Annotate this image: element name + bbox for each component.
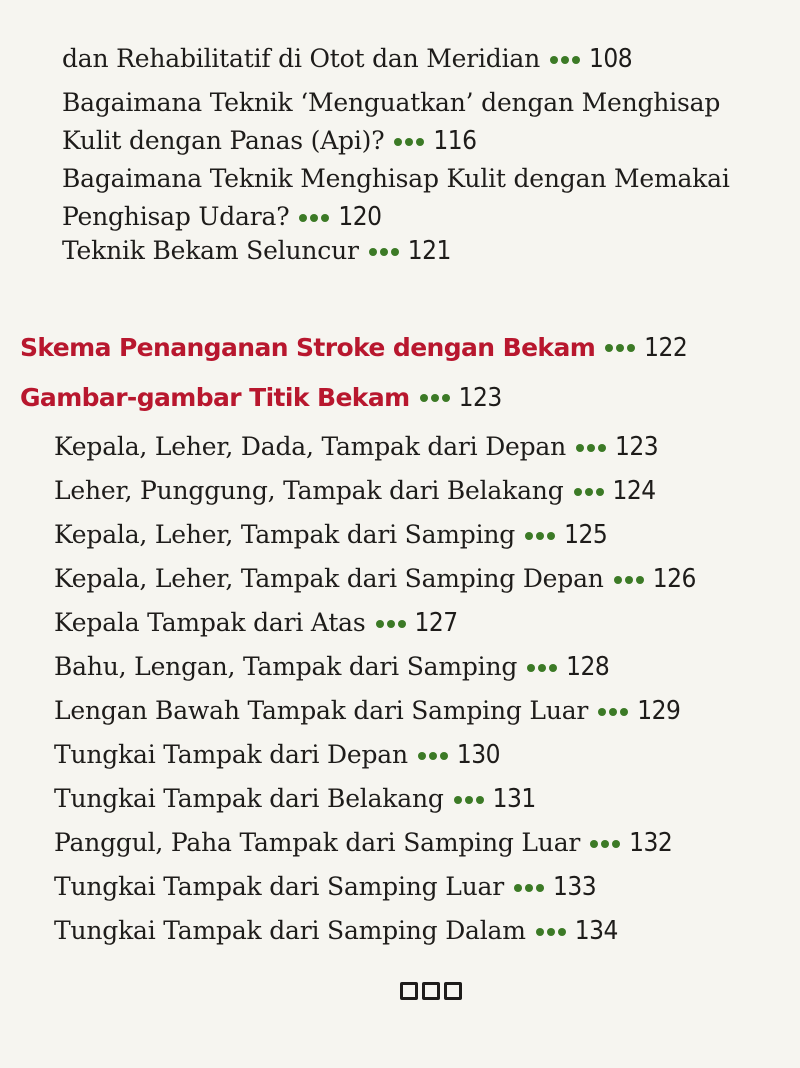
leader-dots-icon: [536, 912, 569, 950]
leader-dots-icon: [376, 604, 409, 642]
leader-dots-icon: [394, 122, 427, 160]
section-heading-title: Skema Penanganan Stroke dengan Bekam: [20, 333, 596, 362]
toc-entry-page: 134: [574, 916, 618, 946]
leader-dots-icon: [605, 329, 638, 365]
toc-entry-title: Kepala Tampak dari Atas: [54, 608, 366, 637]
toc-entry: [62, 160, 777, 238]
toc-entry: [54, 516, 607, 556]
toc-entry-title: Tungkai Tampak dari Depan: [54, 740, 408, 769]
toc-entry-page: 130: [456, 740, 501, 770]
toc-entry-title: Kepala, Leher, Tampak dari Samping Depan: [54, 564, 604, 593]
toc-entry-page: 127: [414, 608, 458, 638]
section-heading-page: 122: [644, 333, 688, 363]
toc-entry-page: 131: [492, 784, 536, 814]
toc-entry-title: Lengan Bawah Tampak dari Samping Luar: [54, 696, 589, 725]
toc-entry: [54, 868, 596, 908]
toc-entry-title: Tungkai Tampak dari Samping Dalam: [54, 916, 526, 945]
toc-entry-title: Bahu, Lengan, Tampak dari Samping: [54, 652, 518, 681]
leader-dots-icon: [525, 516, 558, 554]
toc-entry: [54, 780, 536, 820]
toc-entry-page: 132: [629, 828, 673, 858]
leader-dots-icon: [576, 428, 609, 466]
toc-entry-page: 128: [566, 652, 610, 682]
leader-dots-icon: [590, 824, 623, 862]
leader-dots-icon: [454, 780, 487, 818]
toc-entry: [54, 736, 500, 776]
leader-dots-icon: [527, 648, 560, 686]
toc-entry-page: 121: [407, 236, 451, 266]
toc-entry: [54, 912, 618, 952]
toc-entry-title: Panggul, Paha Tampak dari Samping Luar: [54, 828, 581, 857]
toc-entry-title: Bagaimana Teknik ‘Menguatkan’ dengan Menghisap Kulit dengan Panas (Api)?: [62, 88, 721, 155]
leader-dots-icon: [514, 868, 547, 906]
toc-entry-page: 124: [612, 476, 656, 506]
toc-entry: [62, 84, 777, 162]
toc-entry-page: 108: [589, 44, 633, 74]
toc-entry-page: 129: [637, 696, 681, 726]
toc-entry: [54, 428, 658, 468]
leader-dots-icon: [420, 379, 453, 415]
leader-dots-icon: [369, 232, 402, 270]
leader-dots-icon: [574, 472, 607, 510]
toc-entry-title: Bagaimana Teknik Menghisap Kulit dengan Memakai Penghisap Udara?: [62, 164, 730, 231]
leader-dots-icon: [550, 40, 583, 78]
toc-entry-title: Tungkai Tampak dari Samping Luar: [54, 872, 504, 901]
toc-entry: [54, 692, 680, 732]
square-ornament-icon: [422, 982, 440, 1000]
toc-entry-title: Kepala, Leher, Tampak dari Samping: [54, 520, 516, 549]
toc-entry: [54, 472, 656, 512]
toc-entry-page: 123: [615, 432, 659, 462]
footer-ornament: [400, 982, 462, 1000]
square-ornament-icon: [400, 982, 418, 1000]
toc-entry-page: 120: [338, 202, 382, 232]
toc-entry: [54, 560, 696, 600]
toc-entry: [62, 40, 632, 80]
toc-entry-page: 133: [552, 872, 597, 902]
leader-dots-icon: [418, 736, 451, 774]
section-heading-title: Gambar-gambar Titik Bekam: [20, 383, 410, 412]
section-heading-page: 123: [458, 383, 502, 413]
toc-entry-title: Leher, Punggung, Tampak dari Belakang: [54, 476, 564, 505]
leader-dots-icon: [299, 198, 332, 236]
square-ornament-icon: [444, 982, 462, 1000]
toc-entry-page: 126: [652, 564, 696, 594]
toc-entry-title: dan Rehabilitatif di Otot dan Meridian: [62, 44, 540, 73]
toc-entry-page: 116: [433, 126, 477, 156]
toc-entry-title: Tungkai Tampak dari Belakang: [54, 784, 444, 813]
toc-entry: [54, 604, 458, 644]
toc-entry-page: 125: [564, 520, 608, 550]
toc-entry: [54, 824, 672, 864]
toc-entry-title: Teknik Bekam Seluncur: [62, 236, 359, 265]
toc-entry: [54, 648, 609, 688]
toc-section-heading: [20, 380, 502, 417]
leader-dots-icon: [614, 560, 647, 598]
leader-dots-icon: [598, 692, 631, 730]
toc-entry: [62, 232, 451, 272]
toc-section-heading: [20, 330, 687, 367]
toc-entry-title: Kepala, Leher, Dada, Tampak dari Depan: [54, 432, 567, 461]
